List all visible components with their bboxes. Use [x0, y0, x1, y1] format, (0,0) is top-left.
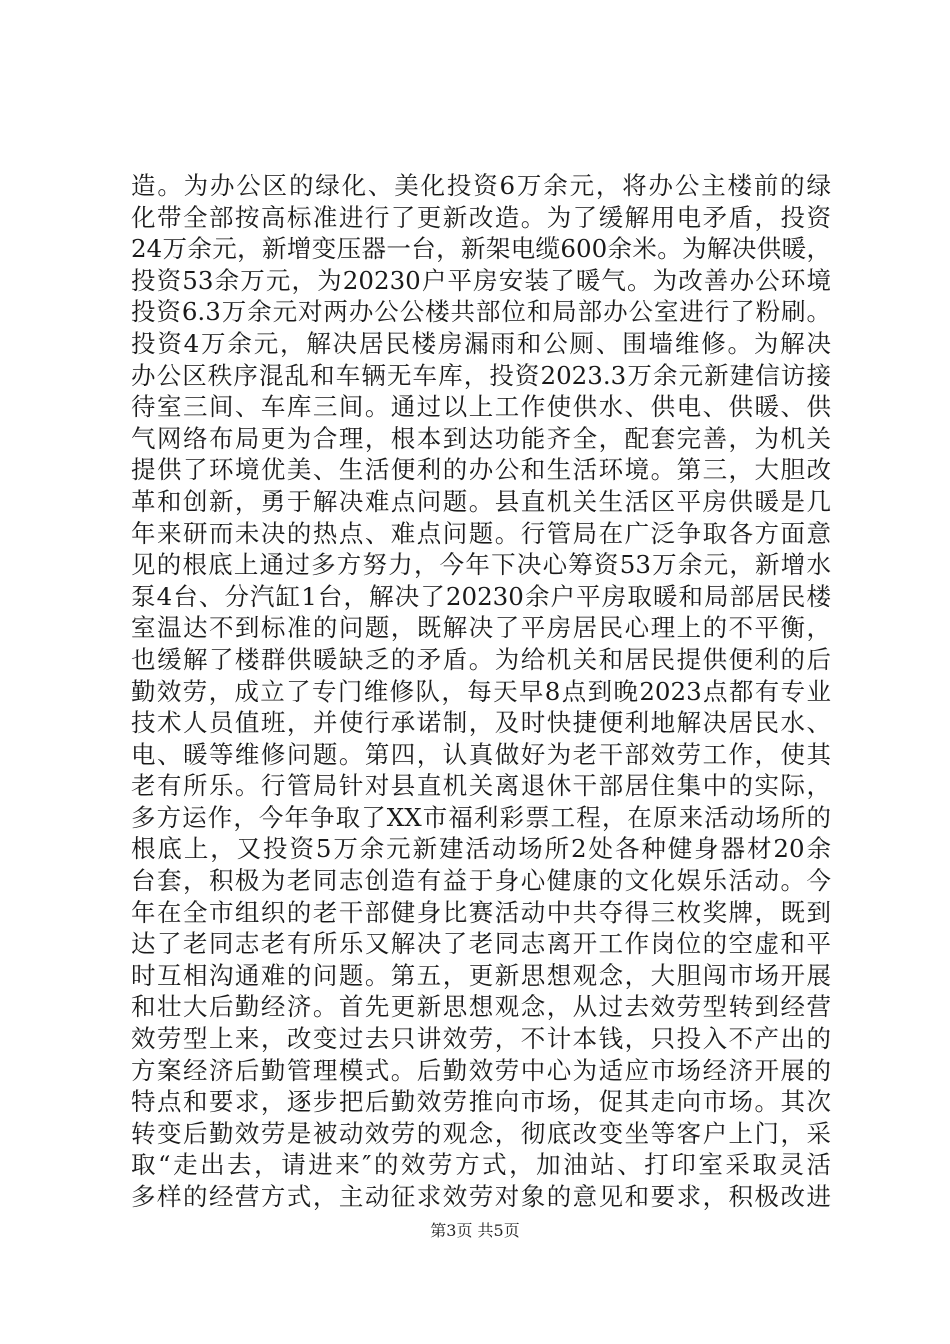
text-line: 多样的经营方式，主动征求效劳对象的意见和要求，积极改进: [131, 1182, 831, 1211]
text-line: 投资4万余元，解决居民楼房漏雨和公厕、围墙维修。为解决: [131, 328, 831, 358]
text-line: 老有所乐。行管局针对县直机关离退休干部居住集中的实际，: [131, 771, 831, 801]
text-line: 年来研而未决的热点、难点问题。行管局在广泛争取各方面意: [131, 518, 831, 548]
text-line: 提供了环境优美、生活便利的办公和生活环境。第三，大胆改: [131, 455, 831, 485]
text-line: 革和创新，勇于解决难点问题。县直机关生活区平房供暖是几: [131, 486, 831, 516]
text-line: 特点和要求，逐步把后勤效劳推向市场，促其走向市场。其次: [131, 1087, 831, 1117]
text-line: 待室三间、车库三间。通过以上工作使供水、供电、供暖、供: [131, 392, 831, 422]
text-line: 投资53余万元，为20230户平房安装了暖气。为改善办公环境: [131, 265, 831, 295]
text-line: 根底上，又投资5万余元新建活动场所2处各种健身器材20余: [131, 834, 831, 864]
text-line: 时互相沟通难的问题。第五，更新思想观念，大胆闯市场开展: [131, 960, 831, 990]
text-line: 造。为办公区的绿化、美化投资6万余元，将办公主楼前的绿: [131, 171, 831, 200]
text-line: 见的根底上通过多方努力，今年下决心筹资53万余元，新增水: [131, 550, 831, 580]
text-line: 电、暖等维修问题。第四，认真做好为老干部效劳工作，使其: [131, 739, 831, 769]
page-number-label: 第3页 共5页: [430, 1221, 520, 1240]
text-line: 投资6.3万余元对两办公公楼共部位和局部办公室进行了粉刷。: [131, 297, 831, 327]
text-line: 勤效劳，成立了专门维修队，每天早8点到晚2023点都有专业: [131, 676, 831, 706]
text-line: 取“走出去，请进来″的效劳方式，加油站、打印室采取灵活: [131, 1150, 831, 1180]
text-line: 气网络布局更为合理，根本到达功能齐全，配套完善，为机关: [131, 423, 831, 453]
text-line: 达了老同志老有所乐又解决了老同志离开工作岗位的空虚和平: [131, 929, 831, 959]
text-line: 和壮大后勤经济。首先更新思想观念，从过去效劳型转到经营: [131, 992, 831, 1022]
text-line: 办公区秩序混乱和车辆无车库，投资2023.3万余元新建信访接: [131, 360, 831, 390]
text-line: 泵4台、分汽缸1台，解决了20230余户平房取暖和局部居民楼: [131, 581, 831, 611]
text-line: 室温达不到标准的问题，既解决了平房居民心理上的不平衡，: [131, 613, 831, 643]
text-line: 效劳型上来，改变过去只讲效劳，不计本钱，只投入不产出的: [131, 1024, 831, 1054]
text-line: 台套，积极为老同志创造有益于身心健康的文化娱乐活动。今: [131, 866, 831, 896]
body-paragraph: [131, 170, 831, 1213]
text-line: 方案经济后勤管理模式。后勤效劳中心为适应市场经济开展的: [131, 1055, 831, 1085]
text-line: 也缓解了楼群供暖缺乏的矛盾。为给机关和居民提供便利的后: [131, 644, 831, 674]
text-line: 技术人员值班，并使行承诺制，及时快捷便利地解决居民水、: [131, 708, 831, 738]
text-line: 化带全部按高标准进行了更新改造。为了缓解用电矛盾，投资: [131, 202, 831, 232]
text-line: 24万余元，新增变压器一台，新架电缆600余米。为解决供暖，: [131, 234, 831, 264]
page-footer: [0, 1218, 950, 1241]
text-line: 多方运作，今年争取了XX市福利彩票工程，在原来活动场所的: [131, 802, 831, 832]
text-line: 年在全市组织的老干部健身比赛活动中共夺得三枚奖牌，既到: [131, 897, 831, 927]
text-line: 转变后勤效劳是被动效劳的观念，彻底改变坐等客户上门，采: [131, 1118, 831, 1148]
